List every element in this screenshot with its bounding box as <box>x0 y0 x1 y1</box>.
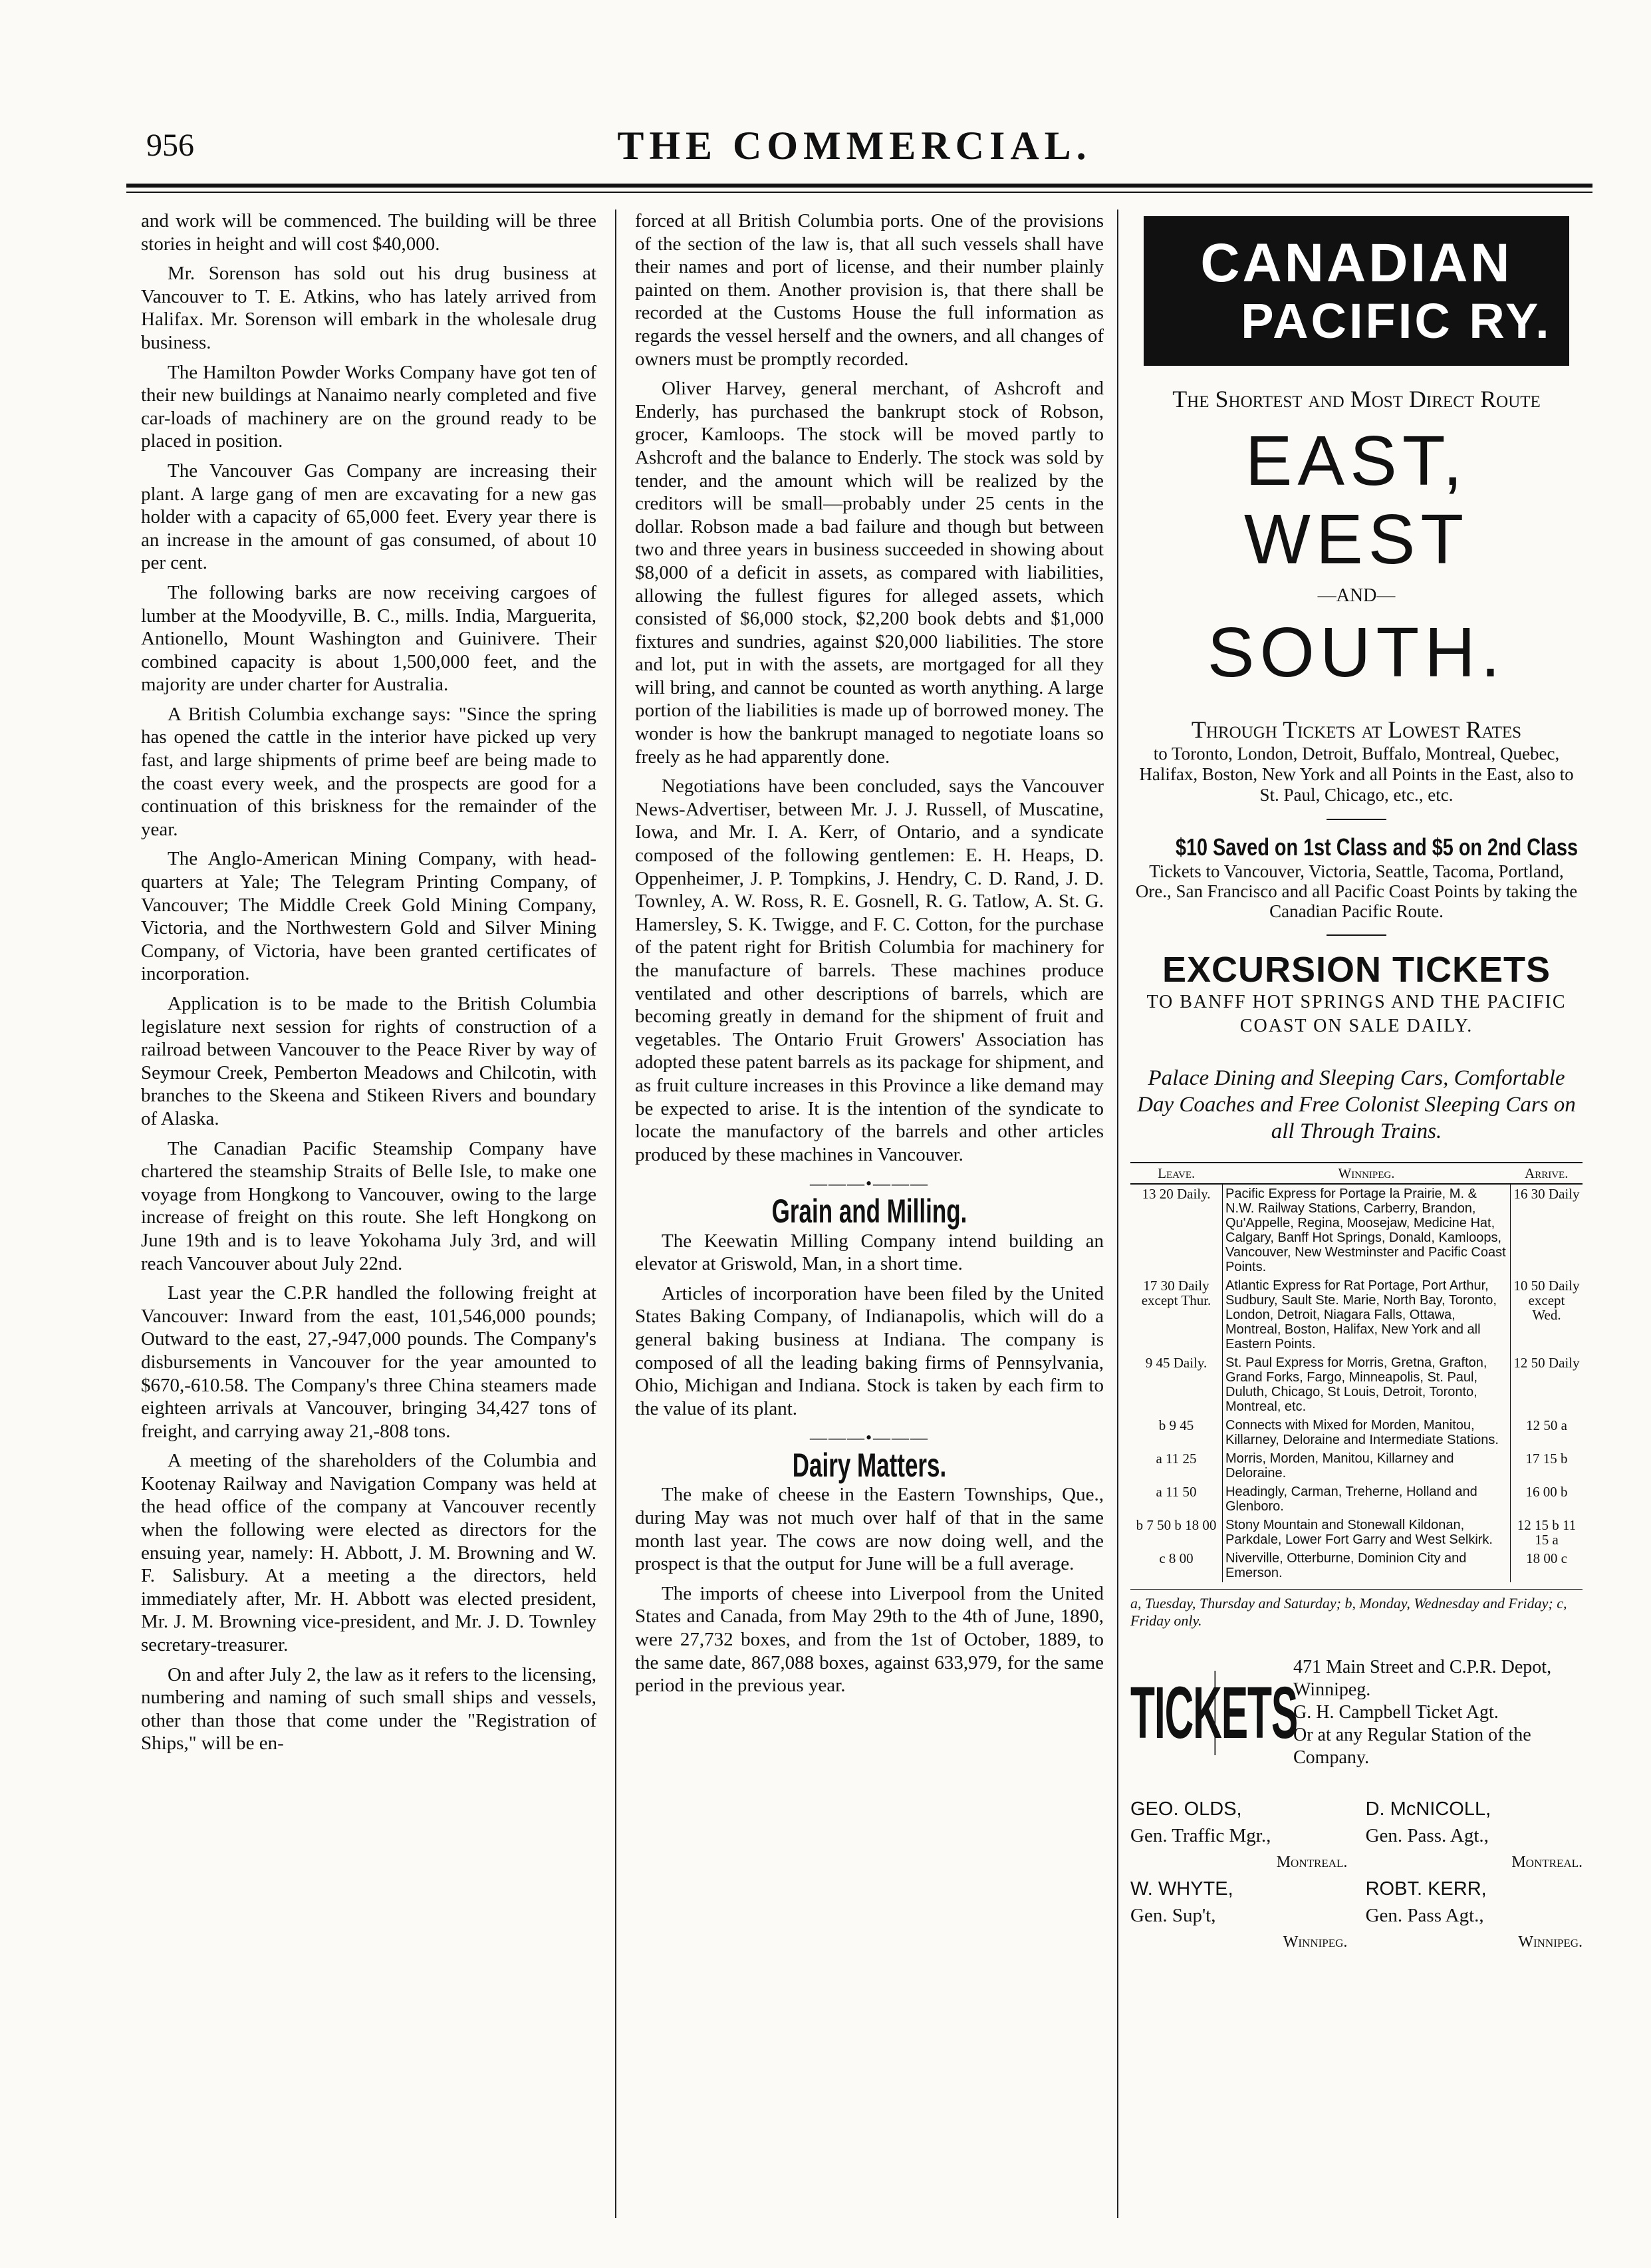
route: Atlantic Express for Rat Portage, Port Arthur, Sudbury, Sault Ste. Marie, North Bay, Toronto, London, Detroit, Niagara Falls, Ottawa, Montreal, Boston, Halifax, New York and all Eastern Points. <box>1225 1278 1497 1351</box>
arrive-time: 12 50 a <box>1511 1416 1583 1449</box>
south-heading: SOUTH. <box>1207 613 1506 692</box>
cpr-advertisement <box>1130 216 1583 1955</box>
column-2 <box>635 210 1104 1704</box>
paragraph: Oliver Harvey, general merchant, of Ashcroft and Enderly, has purchased the bankrupt stock of Robson, grocer, Kamloops. The stock will be moved partly to Ashcroft and the balance to Enderly. The stock was sold by tender, and the amount which will be realized by the creditors will be small—probably under 25 cents in the dollar. Robson made a bad failure and though but between two and three years in business succeeded in showing about $8,000 of a deficit in assets, as compared with liabilities, allowing the fullest figures for alleged assets, which consisted of $6,000 stock, $2,200 book debts and $1,000 fixtures and sundries, against $20,000 liabilities. The store and lot, put in with the assets, are mortgaged for all they will bring, and cannot be counted as worth anything. A large portion of the liabilities is made up of borrowed money. The wonder is how the bankrupt managed to negotiate loans so freely as he had apparently done. <box>635 378 1104 768</box>
agent-title: Gen. Pass Agt., <box>1365 1905 1484 1926</box>
logo-line-2: PACIFIC RY. <box>1241 293 1552 349</box>
section-heading-dairy: Dairy Matters. <box>792 1446 947 1484</box>
paragraph: Application is to be made to the British Columbia legislature next session for rights of construction of a railroad between Vancouver to the Peace River by way of Seymour Creek, Pemberton Meadows and Chilcotin, with branches to the Skeena and Stikeen Rivers and boundary of Alaska. <box>141 993 596 1129</box>
paragraph: The Keewatin Milling Company intend building an elevator at Griswold, Man, in a short time. <box>635 1230 1104 1275</box>
arrive-time: 10 50 Daily except Wed. <box>1511 1276 1583 1353</box>
tickets-info <box>1285 1656 1583 1769</box>
agent-row <box>1130 1876 1583 1955</box>
agent-name: ROBT. KERR, <box>1365 1878 1487 1900</box>
agent <box>1130 1876 1347 1955</box>
tickets-block <box>1130 1656 1583 1769</box>
leave-time: a 11 25 <box>1130 1449 1223 1483</box>
paragraph: The Hamilton Powder Works Company have got ten of their new buildings at Nanaimo nearly completed and five car-loads of machinery are on the ground ready to be placed in position. <box>141 361 596 452</box>
paragraph: On and after July 2, the law as it refers to the licensing, numbering and naming of such small ships and vessels, other than those that come under the "Registration of Ships," will be en- <box>141 1663 596 1755</box>
table-row <box>1130 1184 1583 1276</box>
tickets-address: 471 Main Street and C.P.R. Depot, Winnipeg. <box>1293 1657 1552 1700</box>
savings-heading: $10 Saved on 1st Class and $5 on 2nd Class <box>1176 833 1579 861</box>
agent-city: Winnipeg. <box>1518 1933 1583 1951</box>
route: Niverville, Otterburne, Dominion City and Emerson. <box>1225 1551 1467 1580</box>
agent <box>1366 1796 1583 1876</box>
table-row <box>1130 1416 1583 1449</box>
leave-time: 17 30 Daily except Thur. <box>1130 1276 1223 1353</box>
column-divider <box>615 210 616 2218</box>
route: Pacific Express for Portage la Prairie, M. & N.W. Railway Stations, Carberry, Brandon, Qu'Appelle, Regina, Moosejaw, Medicine Hat, Calgary, Banff Hot Springs, Donald, Kamloops, Vancouver, New Westminster and Pacific Coast Points. <box>1225 1187 1506 1274</box>
through-tickets-body: to Toronto, London, Detroit, Buffalo, Montreal, Quebec, Halifax, Boston, New York and all Points in the East, also to St. Paul, Chicago, etc., etc. <box>1139 744 1574 805</box>
agent-name: GEO. OLDS, <box>1130 1798 1242 1820</box>
column-1 <box>141 210 596 1762</box>
divider <box>1327 819 1386 820</box>
paragraph: The following barks are now receiving cargoes of lumber at the Moodyville, B. C., mills. India, Marguerita, Antionello, Mount Washington and Guinivere. Their combined capacity is about 1,500,000 feet, and the majority are under charter for Australia. <box>141 581 596 696</box>
agent-title: Gen. Traffic Mgr., <box>1130 1825 1271 1846</box>
route: Morris, Morden, Manitou, Killarney and Deloraine. <box>1225 1451 1454 1481</box>
leave-time: 9 45 Daily. <box>1130 1353 1223 1416</box>
table-row <box>1130 1276 1583 1353</box>
savings-body: Tickets to Vancouver, Victoria, Seattle, Tacoma, Portland, Ore., San Francisco and all Pacific Coast Points by taking the Canadian Pacific Route. <box>1135 861 1578 921</box>
excursion-subheading: TO BANFF HOT SPRINGS AND THE PACIFIC COAST ON SALE DAILY. <box>1146 992 1567 1036</box>
through-tickets-heading: Through Tickets at Lowest Rates <box>1191 716 1522 743</box>
route: Stony Mountain and Stonewall Kildonan, Parkdale, Lower Fort Garry and West Selkirk. <box>1225 1518 1493 1547</box>
arrive-time: 12 50 Daily <box>1511 1353 1583 1416</box>
excursion-heading: EXCURSION TICKETS <box>1162 950 1551 990</box>
section-ornament: ———•——— <box>809 1428 930 1448</box>
divider <box>1327 934 1386 936</box>
arrive-time: 16 00 b <box>1511 1483 1583 1516</box>
agent-title: Gen. Sup't, <box>1130 1905 1216 1926</box>
schedule-header: Winnipeg. <box>1223 1163 1511 1184</box>
leave-time: b 9 45 <box>1130 1416 1223 1449</box>
route-tagline: The Shortest and Most Direct Route <box>1172 386 1541 412</box>
section-ornament: ———•——— <box>809 1174 930 1194</box>
cpr-logo <box>1144 216 1569 366</box>
agent-name: D. McNICOLL, <box>1365 1798 1491 1820</box>
agents-block <box>1130 1796 1583 1955</box>
route: Connects with Mixed for Morden, Manitou, Killarney, Deloraine and Intermediate Stations. <box>1225 1418 1499 1447</box>
paragraph: A meeting of the shareholders of the Columbia and Kootenay Railway and Navigation Company was held at the head office of the company at Vancouver recently when the following were elected as directors for the ensuing year, namely: H. Abbott, J. M. Browning and W. F. Salisbury. At a meeting a the directors, held immediately after, Mr. H. Abbott was elected president, Mr. J. M. Browning vice-president, and Mr. J. D. Townley secretary-treasurer. <box>141 1450 596 1656</box>
arrive-time: 12 15 b 11 15 a <box>1511 1516 1583 1549</box>
tickets-stations: Or at any Regular Station of the Company. <box>1293 1725 1531 1768</box>
header-rule-thin <box>126 192 1592 193</box>
paragraph: The make of cheese in the Eastern Townships, Que., during May was not much over half of that in the same month last year. The cows are now doing well, and the prospect is that the output for June will be a full average. <box>635 1484 1104 1575</box>
route: St. Paul Express for Morris, Gretna, Grafton, Grand Forks, Fargo, Minneapolis, St. Paul, Duluth, Chicago, St Louis, Detroit, Toronto, Montreal, etc. <box>1225 1355 1487 1414</box>
column-divider <box>1117 210 1118 2218</box>
and-divider: —AND— <box>1317 585 1396 606</box>
arrive-time: 18 00 c <box>1511 1549 1583 1582</box>
paragraph: The imports of cheese into Liverpool from the United States and Canada, from May 29th to the 4th of June, 1890, were 27,732 boxes, and from the 1st of October, 1889, to the same date, 867,088 boxes, against 633,979, for the same period in the previous year. <box>635 1582 1104 1697</box>
agent <box>1366 1876 1583 1955</box>
agent-city: Montreal. <box>1511 1854 1583 1871</box>
paragraph: Mr. Sorenson has sold out his drug business at Vancouver to T. E. Atkins, who has lately arrived from Halifax. Mr. Sorenson will embark in the wholesale drug business. <box>141 263 596 353</box>
schedule-header: Arrive. <box>1511 1163 1583 1184</box>
page-header <box>126 123 1583 176</box>
leave-time: 13 20 Daily. <box>1130 1184 1223 1276</box>
table-row <box>1130 1353 1583 1416</box>
leave-time: a 11 50 <box>1130 1483 1223 1516</box>
paragraph: Last year the C.P.R handled the following freight at Vancouver: Inward from the east, 101,546,000 pounds; Outward to the east, 27,-947,000 pounds. The Company's disbursements in Vancouver for the year amounted to $670,-610.58. The Company's three China steamers made eighteen arrivals at Vancouver, bringing 34,427 tons of freight, and carrying away 21,-808 tons. <box>141 1282 596 1442</box>
paragraph: and work will be commenced. The building will be three stories in height and will cost $40,000. <box>141 210 596 255</box>
arrive-time: 16 30 Daily <box>1511 1184 1583 1276</box>
leave-time: c 8 00 <box>1130 1549 1223 1582</box>
train-schedule <box>1130 1162 1583 1582</box>
tickets-wordmark: TICKETS <box>1130 1671 1298 1754</box>
table-row <box>1130 1549 1583 1582</box>
agent-row <box>1130 1796 1583 1876</box>
paragraph: The Vancouver Gas Company are increasing their plant. A large gang of men are excavating for a new gas holder with a capacity of 65,000 feet. Every year there is an increase in the amount of gas consumed, of about 10 per cent. <box>141 460 596 574</box>
agent-title: Gen. Pass. Agt., <box>1365 1825 1489 1846</box>
masthead-title: THE COMMERCIAL. <box>617 124 1092 168</box>
schedule-header: Leave. <box>1130 1163 1223 1184</box>
agent-city: Montreal. <box>1276 1854 1348 1871</box>
leave-time: b 7 50 b 18 00 <box>1130 1516 1223 1549</box>
table-row <box>1130 1483 1583 1516</box>
route: Headingly, Carman, Treherne, Holland and Glenboro. <box>1225 1485 1477 1514</box>
paragraph: The Canadian Pacific Steamship Company have chartered the steamship Straits of Belle Isle, to make one voyage from Hongkong to Vancouver, owing to the large increase of freight on this route. She left Hongkong on June 19th and is to leave Yokohama July 3rd, and will reach Vancouver about July 22nd. <box>141 1137 596 1274</box>
paragraph: forced at all British Columbia ports. One of the provisions of the section of the law is, that all such vessels shall have their names and port of license, and their number plainly painted on them. Another provision is, that there shall be recorded at the Customs House the full information as regards the vessel herself and the owners, and all changes of owners must be promptly recorded. <box>635 210 1104 370</box>
tickets-agent: G. H. Campbell Ticket Agt. <box>1293 1702 1499 1723</box>
agent <box>1130 1796 1347 1876</box>
section-heading-grain: Grain and Milling. <box>771 1192 967 1230</box>
paragraph: Negotiations have been concluded, says the Vancouver News-Advertiser, between Mr. J. J. Russell, of Muscatine, Iowa, and Mr. I. A. Kerr, of Ontario, and a syndicate composed of the following gentlemen: E. H. Heaps, D. Oppenheimer, J. P. Tompkins, J. Hendry, C. D. Rand, J. D. Townley, A. W. Ross, R. E. Gosnell, R. G. Tatlow, A. St. G. Hamersley, S. K. Twigge, and F. C. Cotton, for the purchase of the patent right for British Columbia for machinery for the manufacture of barrels. These machines produce ventilated and other descriptions of barrels, which are becoming greatly in demand for the shipment of fruit and vegetables. The Ontario Fruit Growers' Association has adopted these patent barrels as its package for shipment, and as fruit culture increases in this Province a like demand may be expected to arise. It is the intention of the syndicate to locate the manufactory of the barrels and other articles produced by these machines in Vancouver. <box>635 776 1104 1165</box>
table-row <box>1130 1516 1583 1549</box>
logo-line-1: CANADIAN <box>1200 232 1513 293</box>
page-number: 956 <box>146 128 194 163</box>
paragraph: Articles of incorporation have been filed by the United States Baking Company, of Indianapolis, which will do a general baking business at Indiana. The company is composed of all the leading baking firms of Pennsylvania, Ohio, Michigan and Indiana. Stock is taken by each firm to the value of its plant. <box>635 1282 1104 1419</box>
agent-name: W. WHYTE, <box>1130 1878 1233 1900</box>
paragraph: The Anglo-American Mining Company, with head-quarters at Yale; The Telegram Printing Company, of Vancouver; The Middle Creek Gold Mining Company, Victoria, and the Northwestern Gold and Silver Mining Company, of Victoria, have been granted certificates of incorporation. <box>141 848 596 985</box>
table-row <box>1130 1449 1583 1483</box>
header-rule <box>126 184 1592 188</box>
arrive-time: 17 15 b <box>1511 1449 1583 1483</box>
amenities-text: Palace Dining and Sleeping Cars, Comfortable Day Coaches and Free Colonist Sleeping Cars on all Through Trains. <box>1137 1066 1576 1143</box>
schedule-footnote: a, Tuesday, Thursday and Saturday; b, Monday, Wednesday and Friday; c, Friday only. <box>1130 1589 1583 1630</box>
agent-city: Winnipeg. <box>1283 1933 1348 1951</box>
paragraph: A British Columbia exchange says: "Since the spring has opened the cattle in the interior have picked up very fast, and large shipments of prime beef are being made to the coast every week, and the prospects are good for a continuation of this briskness for the remainder of the year. <box>141 703 596 840</box>
east-west-heading: EAST, WEST <box>1243 422 1469 579</box>
